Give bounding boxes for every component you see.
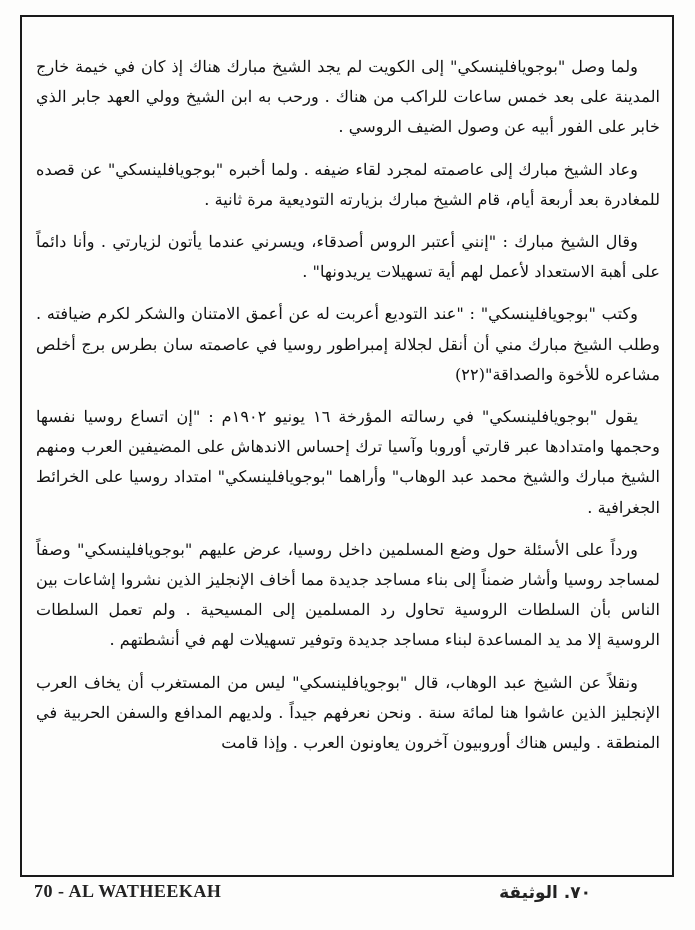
paragraph-1: ولما وصل "بوجويافلينسكي" إلى الكويت لم يجد الشيخ مبارك هناك إذ كان في خيمة خارج المدينة على بعد خمس ساعات للراكب من هناك . ورحب به ابن الشيخ وولي العهد جابر الذي خابر على الفور أبيه عن وصول الضيف الروسي . <box>36 57 660 137</box>
paragraph-5: يقول "بوجويافلينسكي" في رسالته المؤرخة ١٦ يونيو ١٩٠٢م : "إن اتساع روسيا نفسها وحجمها وامتدادها عبر قارتي أوروبا وآسيا ترك إحساس الاندهاش على المضيفين العرب ومنهم الشيخ مبارك والشيخ محمد عبد الوهاب" وأراهما "بوجويافلينسكي" امتداد روسيا على الخرائط الجغرافية . <box>36 407 660 517</box>
article-body <box>36 52 660 770</box>
page-footer <box>0 881 695 915</box>
footer-page-label-english: 70 - AL WATHEEKAH <box>34 881 222 901</box>
footer-page-label-arabic: ٧٠. الوثيقة <box>499 883 591 903</box>
paragraph-6: ورداً على الأسئلة حول وضع المسلمين داخل روسيا، عرض عليهم "بوجويافلينسكي" وصفاً لمساجد روسيا وأشار ضمناً إلى بناء مساجد جديدة مما أخاف الإنجليز الذين نشروا إشاعات بين الناس بأن السلطات الروسية تحاول رد المسلمين إلى المسيحية . ولم تعمل السلطات الروسية إلا مد يد المساعدة لبناء مساجد جديدة وتوفير تسهيلات لهم في أنشطتهم . <box>36 539 660 650</box>
paragraph-2: وعاد الشيخ مبارك إلى عاصمته لمجرد لقاء ضيفه . ولما أخبره "بوجويافلينسكي" عن قصده للمغادرة بعد أربعة أيام، قام الشيخ مبارك بزيارته التوديعية مرة ثانية . <box>36 159 660 209</box>
paragraph-7: ونقلاً عن الشيخ عبد الوهاب، قال "بوجويافلينسكي" ليس من المستغرب أن يخاف العرب الإنجليز الذين عاشوا هنا لمائة سنة . ونحن نعرفهم جيداً . ولديهم المدافع والسفن الحربية في المنطقة . وليس هناك أوروبيون آخرون يعاونون العرب . وإذا قامت <box>36 672 660 753</box>
paragraph-4: وكتب "بوجويافلينسكي" : "عند التوديع أعربت له عن أعمق الامتنان والشكر لكرم ضيافته . وطلب الشيخ مبارك مني أن أنقل لجلالة إمبراطور روسيا في عاصمته سان بطرس برج أخلص مشاعره للأخوة والصداقة"(٢٢) <box>36 304 660 384</box>
paragraph-3: وقال الشيخ مبارك : "إنني أعتبر الروس أصدقاء، ويسرني عندما يأتون لزيارتي . وأنا دائماً على أهبة الاستعداد لأعمل لهم أية تسهيلات يريدونها" . <box>36 232 660 282</box>
